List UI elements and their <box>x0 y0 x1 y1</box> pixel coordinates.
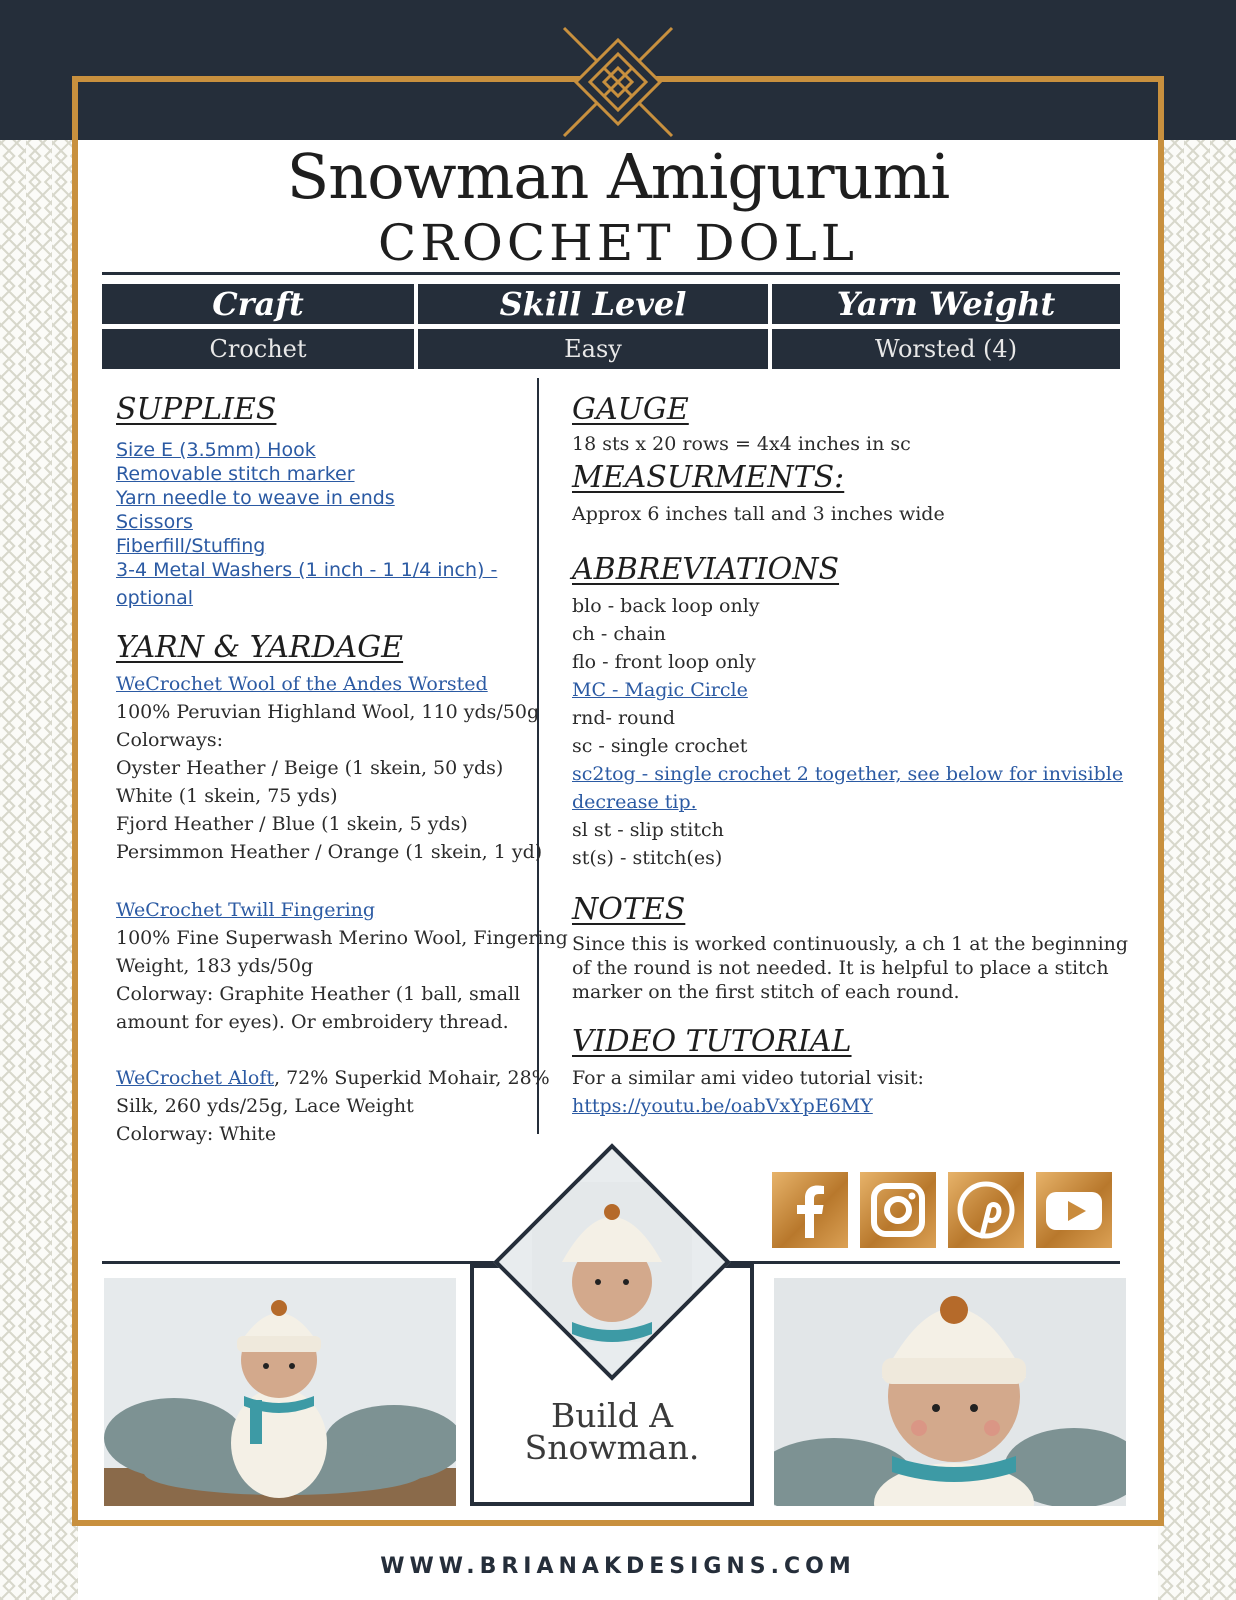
page-title: Snowman Amigurumi <box>286 140 950 213</box>
video-block <box>572 1064 924 1120</box>
video-heading: VIDEO TUTORIAL <box>572 1024 852 1059</box>
abbreviation-sc2tog-link[interactable]: decrease tip. <box>572 791 697 813</box>
supply-stitch-marker-link[interactable]: Removable stitch marker <box>116 463 355 485</box>
notes-line: of the round is not needed. It is helpful to place a stitch <box>572 957 1109 979</box>
website-footer[interactable]: WWW.BRIANAKDESIGNS.COM <box>380 1554 856 1579</box>
build-snowman-text <box>470 1396 754 1467</box>
yarn2-line: Weight, 183 yds/50g <box>116 955 314 977</box>
craft-value: Crochet <box>102 329 414 369</box>
notes-text <box>572 932 1128 1004</box>
supply-fiberfill-link[interactable]: Fiberfill/Stuffing <box>116 535 266 557</box>
left-chevron-pattern <box>0 130 78 1600</box>
notes-line: Since this is worked continuously, a ch 1 at the beginning <box>572 933 1129 955</box>
supply-washers-optional-link[interactable]: optional <box>116 587 194 609</box>
notes-line: marker on the first stitch of each round. <box>572 981 960 1003</box>
yarn1-line: Oyster Heather / Beige (1 skein, 50 yds) <box>116 757 504 779</box>
abbreviation-item: flo - front loop only <box>572 651 756 673</box>
supply-hook-link[interactable]: Size E (3.5mm) Hook <box>116 439 316 461</box>
video-text: For a similar ami video tutorial visit: <box>572 1067 924 1089</box>
yarn2-block <box>116 896 568 1036</box>
yarn3-line: , 72% Superkid Mohair, 28% <box>273 1067 550 1089</box>
abbreviations-heading: ABBREVIATIONS <box>572 552 840 587</box>
yarn1-block <box>116 670 542 866</box>
snowman-photo-right <box>774 1278 1126 1506</box>
yarn2-line: 100% Fine Superwash Merino Wool, Fingering <box>116 927 568 949</box>
yarn1-line: White (1 skein, 75 yds) <box>116 785 338 807</box>
craft-header: Craft <box>102 284 414 324</box>
page-subtitle: CROCHET DOLL <box>378 214 858 272</box>
abbreviation-sc2tog-link[interactable]: sc2tog - single crochet 2 together, see below for invisible <box>572 763 1124 785</box>
measurements-heading: MEASURMENTS: <box>572 460 845 495</box>
supply-washers-link[interactable]: 3-4 Metal Washers (1 inch - 1 1/4 inch) - <box>116 559 498 581</box>
yarn1-line: 100% Peruvian Highland Wool, 110 yds/50g <box>116 701 540 723</box>
skill-level-value: Easy <box>418 329 768 369</box>
supply-yarn-needle-link[interactable]: Yarn needle to weave in ends <box>116 487 395 509</box>
abbreviation-item: st(s) - stitch(es) <box>572 847 723 869</box>
yarn1-link[interactable]: WeCrochet Wool of the Andes Worsted <box>116 673 488 695</box>
yarn3-line: Colorway: White <box>116 1123 277 1145</box>
measurements-text: Approx 6 inches tall and 3 inches wide <box>572 503 945 525</box>
abbreviations-list <box>572 592 1123 872</box>
supply-scissors-link[interactable]: Scissors <box>116 511 193 533</box>
title-rule <box>102 272 1120 275</box>
supplies-heading: SUPPLIES <box>116 392 277 427</box>
build-line: Snowman. <box>524 1428 700 1467</box>
youtube-icon[interactable] <box>1036 1172 1112 1248</box>
gauge-heading: GAUGE <box>572 392 689 427</box>
abbreviation-magic-circle-link[interactable]: MC - Magic Circle <box>572 679 748 701</box>
video-link[interactable]: https://youtu.be/oabVxYpE6MY <box>572 1095 873 1117</box>
diamond-emblem-icon <box>560 24 676 140</box>
yarn2-link[interactable]: WeCrochet Twill Fingering <box>116 899 376 921</box>
yarn3-link[interactable]: WeCrochet Aloft <box>116 1067 274 1089</box>
yarn3-line: Silk, 260 yds/25g, Lace Weight <box>116 1095 414 1117</box>
pinterest-icon[interactable] <box>948 1172 1024 1248</box>
facebook-icon[interactable] <box>772 1172 848 1248</box>
yarn1-line: Colorways: <box>116 729 224 751</box>
yarn2-line: amount for eyes). Or embroidery thread. <box>116 1011 509 1033</box>
notes-heading: NOTES <box>572 892 686 927</box>
yarn1-line: Fjord Heather / Blue (1 skein, 5 yds) <box>116 813 468 835</box>
yarn3-block <box>116 1064 550 1148</box>
skill-level-header: Skill Level <box>418 284 768 324</box>
yarn-heading: YARN & YARDAGE <box>116 630 404 665</box>
supplies-list <box>116 438 497 610</box>
snowman-photo-left <box>104 1278 456 1506</box>
right-chevron-pattern <box>1158 130 1236 1600</box>
yarn1-line: Persimmon Heather / Orange (1 skein, 1 yd) <box>116 841 543 863</box>
gauge-text: 18 sts x 20 rows = 4x4 inches in sc <box>572 433 911 455</box>
yarn2-line: Colorway: Graphite Heather (1 ball, small <box>116 983 521 1005</box>
build-line: Build A <box>550 1396 674 1435</box>
abbreviation-item: blo - back loop only <box>572 595 760 617</box>
abbreviation-item: sc - single crochet <box>572 735 748 757</box>
instagram-icon[interactable] <box>860 1172 936 1248</box>
yarn-weight-header: Yarn Weight <box>772 284 1120 324</box>
abbreviation-item: rnd- round <box>572 707 676 729</box>
yarn-weight-value: Worsted (4) <box>772 329 1120 369</box>
abbreviation-item: sl st - slip stitch <box>572 819 724 841</box>
abbreviation-item: ch - chain <box>572 623 666 645</box>
